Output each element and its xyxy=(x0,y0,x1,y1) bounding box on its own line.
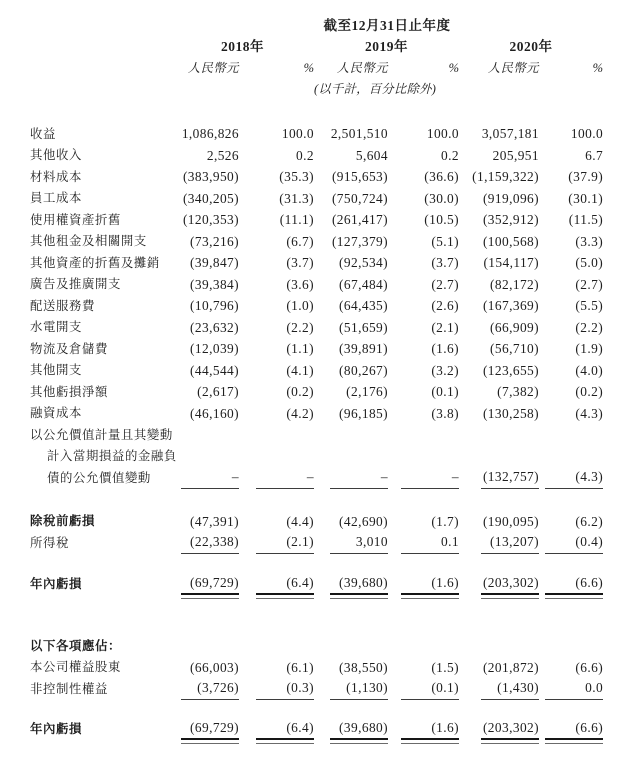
cell-value: – xyxy=(256,469,314,488)
cell-value: (66,909) xyxy=(490,319,539,335)
cell-value: (2.7) xyxy=(431,276,459,292)
cell-value: (30.1) xyxy=(568,190,604,206)
cell-value: (2.6) xyxy=(431,298,459,314)
cell-value: (915,653) xyxy=(331,169,388,185)
table-row-loss-for-year-total xyxy=(30,719,603,741)
cell-value: (132,757) xyxy=(481,469,539,488)
cell-value: (44,544) xyxy=(190,362,239,378)
cell-value: (2.1) xyxy=(431,319,459,335)
row-label: 非控制性權益 xyxy=(30,681,108,696)
cell-value: (39,680) xyxy=(330,720,388,740)
cell-value: (92,534) xyxy=(339,255,388,271)
year-header-2019: 2019年 xyxy=(365,39,408,54)
row-label: 以下各項應佔： xyxy=(30,638,121,653)
row-label: 廣告及推廣開支 xyxy=(30,277,121,291)
cell-value: (1,159,322) xyxy=(472,169,539,185)
cell-value: (0.1) xyxy=(431,384,459,400)
cell-value: (4.3) xyxy=(575,405,604,421)
cell-value: (123,655) xyxy=(482,362,539,378)
cell-value: (383,950) xyxy=(182,169,239,185)
cell-value: (80,267) xyxy=(339,362,388,378)
cell-value: (13,207) xyxy=(481,534,539,553)
cell-value: (4.3) xyxy=(545,469,603,488)
cell-value: (3.7) xyxy=(431,255,459,271)
cell-value: (47,391) xyxy=(190,513,239,529)
cell-value: 0.0 xyxy=(545,680,603,699)
cell-value: (4.2) xyxy=(286,405,314,421)
cell-value: (6.4) xyxy=(256,575,314,595)
cell-value: (0.1) xyxy=(401,680,459,699)
cell-value: (203,302) xyxy=(481,575,539,595)
cell-value: (39,847) xyxy=(190,255,239,271)
cell-value: (127,379) xyxy=(331,233,388,249)
cell-value: (69,729) xyxy=(181,720,239,740)
cell-value: (1.5) xyxy=(431,659,459,675)
cell-value: (6.7) xyxy=(286,233,314,249)
cell-value: 0.1 xyxy=(401,534,459,553)
cell-value: (1.9) xyxy=(575,341,604,357)
cell-value: 6.7 xyxy=(585,147,604,163)
cell-value: (56,710) xyxy=(490,341,539,357)
cell-value: (2,617) xyxy=(197,384,239,400)
table-row-other-income xyxy=(30,145,603,167)
cell-value: (120,353) xyxy=(182,212,239,228)
table-row-logistics xyxy=(30,338,603,360)
cell-value: (0.2) xyxy=(575,384,604,400)
cell-value: (10,796) xyxy=(190,298,239,314)
cell-value: (6.2) xyxy=(575,513,604,529)
cell-value: 2,526 xyxy=(206,147,239,163)
cell-value: (11.1) xyxy=(279,212,314,228)
cell-value: 5,604 xyxy=(355,147,388,163)
cell-value: (22,338) xyxy=(181,534,239,553)
row-label: 其他收入 xyxy=(30,148,82,162)
cell-value: (6.1) xyxy=(286,659,314,675)
row-label: 年內虧損 xyxy=(30,722,82,736)
row-label: 收益 xyxy=(30,126,56,141)
cell-value: 100.0 xyxy=(281,126,314,142)
cell-value: 0.2 xyxy=(441,147,459,163)
cell-value: (6.6) xyxy=(545,575,603,595)
cell-value: (96,185) xyxy=(339,405,388,421)
cell-value: (750,724) xyxy=(331,190,388,206)
table-row-fair-value-line1 xyxy=(30,424,603,446)
cell-value: (6.6) xyxy=(545,720,603,740)
currency-header: 人民幣元 xyxy=(487,61,539,75)
cell-value: (2,176) xyxy=(346,384,388,400)
cell-value: (51,659) xyxy=(339,319,388,335)
cell-value: (1.6) xyxy=(401,720,459,740)
cell-value: (82,172) xyxy=(490,276,539,292)
cell-value: (30.0) xyxy=(424,190,459,206)
row-label: 物流及倉儲費 xyxy=(30,341,108,356)
cell-value: (1.6) xyxy=(431,341,459,357)
cell-value: (7,382) xyxy=(497,384,539,400)
cell-value: (39,384) xyxy=(190,276,239,292)
row-label: 債的公允價值變動 xyxy=(47,470,151,485)
row-label: 配送服務費 xyxy=(30,298,95,313)
cell-value: (23,632) xyxy=(190,319,239,335)
cell-value: (203,302) xyxy=(481,720,539,740)
table-row-income-tax xyxy=(30,532,603,554)
cell-value: 100.0 xyxy=(426,126,459,142)
cell-value: (38,550) xyxy=(339,659,388,675)
cell-value: (69,729) xyxy=(181,575,239,595)
percent-header: % xyxy=(303,61,314,75)
year-header-2020: 2020年 xyxy=(509,39,553,54)
cell-value: (4.0) xyxy=(575,362,604,378)
row-label: 年內虧損 xyxy=(30,577,82,591)
cell-value: (100,568) xyxy=(482,233,539,249)
cell-value: (67,484) xyxy=(339,276,388,292)
cell-value: (1.6) xyxy=(401,575,459,595)
currency-header: 人民幣元 xyxy=(336,61,388,75)
cell-value: (11.5) xyxy=(568,212,604,228)
cell-value: (73,216) xyxy=(190,233,239,249)
period-title: 截至12月31日止年度 xyxy=(323,18,451,33)
table-row-fair-value-line2 xyxy=(30,446,603,468)
cell-value: (154,117) xyxy=(483,255,539,271)
cell-value: (261,417) xyxy=(331,212,388,228)
cell-value: (3.6) xyxy=(286,276,314,292)
cell-value: (0.3) xyxy=(256,680,314,699)
cell-value: – xyxy=(181,469,239,488)
header-years-row xyxy=(30,34,603,55)
table-row-revenue xyxy=(30,123,603,145)
cell-value: (36.6) xyxy=(424,169,459,185)
cell-value: (3.7) xyxy=(286,255,314,271)
row-label: 員工成本 xyxy=(30,191,82,205)
row-label: 以公允價值計量且其變動 xyxy=(30,427,173,442)
cell-value: (0.4) xyxy=(545,534,603,553)
table-row-advertising xyxy=(30,274,603,296)
cell-value: (2.1) xyxy=(256,534,314,553)
cell-value: (10.5) xyxy=(424,212,459,228)
row-label: 融資成本 xyxy=(30,406,82,420)
cell-value: (6.6) xyxy=(575,659,604,675)
cell-value: (919,096) xyxy=(482,190,539,206)
table-row-other-net-losses xyxy=(30,381,603,403)
header-note-row xyxy=(30,76,603,97)
cell-value: (201,872) xyxy=(482,659,539,675)
financial-statement-page xyxy=(30,12,603,740)
cell-value: (2.7) xyxy=(575,276,604,292)
header-period-row xyxy=(30,12,603,34)
header-units-row xyxy=(30,55,603,76)
cell-value: (39,680) xyxy=(330,575,388,595)
units-note: (以千計，百分比除外) xyxy=(314,82,437,96)
cell-value: (3,726) xyxy=(181,680,239,699)
table-row-other-rentals xyxy=(30,231,603,253)
table-row-equity-shareholders xyxy=(30,657,603,679)
table-row-other-assets-da xyxy=(30,252,603,274)
cell-value: 3,057,181 xyxy=(481,126,539,142)
table-row-utilities xyxy=(30,317,603,339)
cell-value: (4.4) xyxy=(286,513,314,529)
table-row-other-expenses xyxy=(30,360,603,382)
cell-value: (1,130) xyxy=(330,680,388,699)
cell-value: (35.3) xyxy=(279,169,314,185)
table-row-delivery-fees xyxy=(30,295,603,317)
row-label: 其他虧損淨額 xyxy=(30,384,108,399)
cell-value: (5.0) xyxy=(575,255,604,271)
cell-value: (340,205) xyxy=(182,190,239,206)
table-row-attributable-heading xyxy=(30,635,603,657)
cell-value: (0.2) xyxy=(286,384,314,400)
cell-value: 0.2 xyxy=(296,147,314,163)
row-label: 材料成本 xyxy=(30,169,82,184)
year-header-2018: 2018年 xyxy=(221,39,264,54)
cell-value: (1,430) xyxy=(481,680,539,699)
table-row-finance-costs xyxy=(30,403,603,425)
cell-value: (46,160) xyxy=(190,405,239,421)
cell-value: (5.5) xyxy=(575,298,604,314)
table-row-material-costs xyxy=(30,166,603,188)
cell-value: (2.2) xyxy=(575,319,604,335)
cell-value: (352,912) xyxy=(482,212,539,228)
cell-value: 100.0 xyxy=(570,126,604,142)
cell-value: (12,039) xyxy=(190,341,239,357)
cell-value: (2.2) xyxy=(286,319,314,335)
cell-value: (31.3) xyxy=(279,190,314,206)
currency-header: 人民幣元 xyxy=(187,61,239,75)
cell-value: (1.7) xyxy=(431,513,459,529)
cell-value: – xyxy=(330,469,388,488)
table-row-staff-costs xyxy=(30,188,603,210)
cell-value: 3,010 xyxy=(330,534,388,553)
cell-value: (4.1) xyxy=(286,362,314,378)
cell-value: (6.4) xyxy=(256,720,314,740)
table-row-loss-for-year xyxy=(30,574,603,596)
row-label: 其他租金及相關開支 xyxy=(30,234,147,248)
cell-value: (167,369) xyxy=(482,298,539,314)
row-label: 其他資產的折舊及攤銷 xyxy=(30,255,160,270)
cell-value: 1,086,826 xyxy=(181,126,239,142)
cell-value: (66,003) xyxy=(190,659,239,675)
row-label: 除稅前虧損 xyxy=(30,514,95,528)
cell-value: 205,951 xyxy=(492,147,539,163)
cell-value: (42,690) xyxy=(339,513,388,529)
cell-value: (1.1) xyxy=(286,341,314,357)
table-row-non-controlling-interests xyxy=(30,678,603,700)
row-label: 本公司權益股東 xyxy=(30,660,121,674)
table-row-rou-depreciation xyxy=(30,209,603,231)
cell-value: (3.3) xyxy=(575,233,604,249)
row-label: 水電開支 xyxy=(30,320,82,334)
table-row-fair-value-line3 xyxy=(30,467,603,489)
percent-header: % xyxy=(448,61,459,75)
row-label: 計入當期損益的金融負 xyxy=(47,449,177,463)
row-label: 使用權資產折舊 xyxy=(30,212,121,227)
cell-value: (5.1) xyxy=(431,233,459,249)
cell-value: (1.0) xyxy=(286,298,314,314)
row-label: 所得稅 xyxy=(30,535,69,550)
table-row-loss-before-tax xyxy=(30,511,603,533)
cell-value: (37.9) xyxy=(568,169,604,185)
cell-value: (190,095) xyxy=(482,513,539,529)
cell-value: (3.8) xyxy=(431,405,459,421)
cell-value: (130,258) xyxy=(482,405,539,421)
cell-value: – xyxy=(401,469,459,488)
cell-value: (3.2) xyxy=(431,362,459,378)
income-statement-table xyxy=(30,12,603,740)
cell-value: 2,501,510 xyxy=(330,126,388,142)
percent-header: % xyxy=(592,61,604,75)
cell-value: (64,435) xyxy=(339,298,388,314)
row-label: 其他開支 xyxy=(30,363,82,377)
cell-value: (39,891) xyxy=(339,341,388,357)
